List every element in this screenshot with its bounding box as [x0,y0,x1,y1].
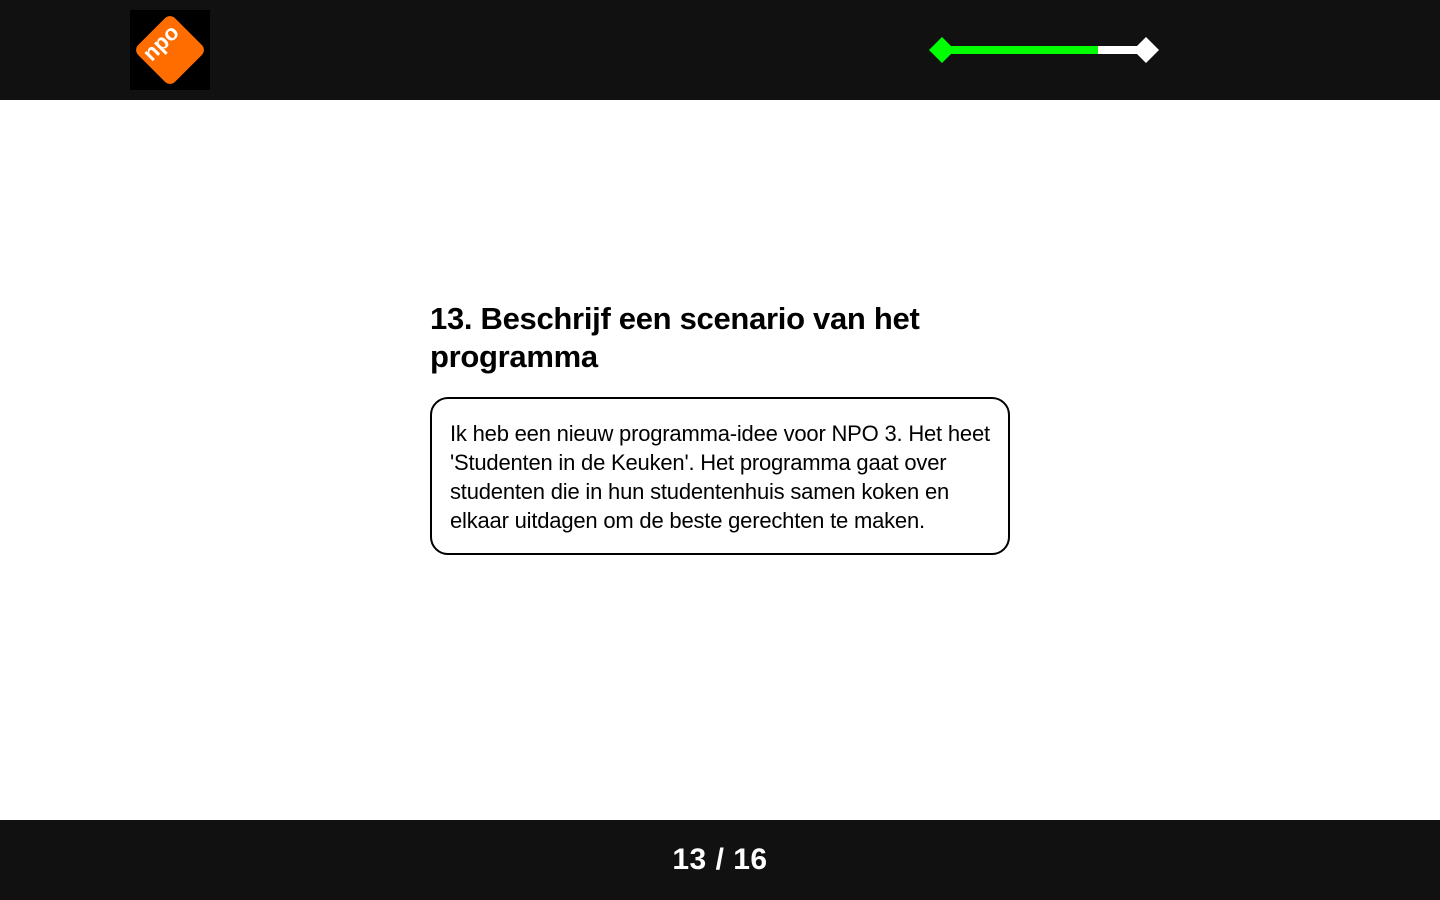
question-title: 13. Beschrijf een scenario van het programma [430,301,920,374]
npo-logo [130,10,210,90]
progress-end-diamond [1133,37,1159,63]
top-bar [0,0,1440,100]
progress-fill [942,46,1098,54]
answer-field[interactable]: Ik heb een nieuw programma-idee voor NPO 3. Het heet 'Studenten in de Keuken'. Het programma gaat over studenten die in hun studentenhuis samen koken en elkaar uitdagen om de beste gerechten te maken. [430,397,1010,555]
progress-start-diamond [929,37,955,63]
bottom-bar [0,820,1440,900]
npo-logo-icon [130,10,210,90]
logo-wordmark: npo [137,19,184,66]
question-panel [430,300,1010,555]
page-counter: 13 / 16 [672,843,768,876]
progress-indicator [928,34,1160,66]
